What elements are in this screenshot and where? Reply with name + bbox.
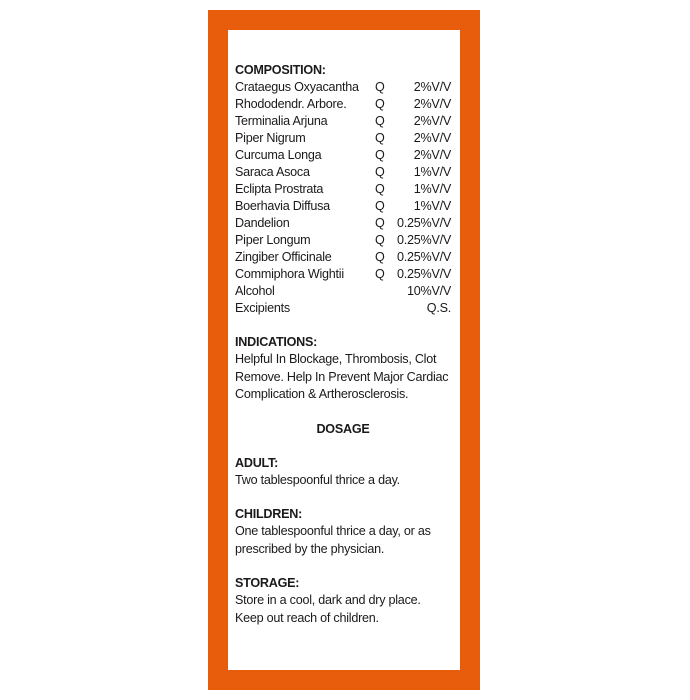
- ingredient-amount: 2%V/V: [413, 148, 451, 162]
- ingredient-amount: 2%V/V: [413, 114, 451, 128]
- composition-row: [235, 164, 451, 181]
- ingredient-name: Rhododendr. Arbore.: [235, 97, 347, 111]
- adult-heading: ADULT:: [235, 455, 279, 470]
- spacer: [235, 558, 451, 575]
- composition-row: [235, 96, 451, 113]
- spacer: [235, 317, 451, 334]
- composition-row: [235, 130, 451, 147]
- ingredient-potency: Q: [375, 114, 385, 128]
- label-content: [235, 62, 451, 627]
- ingredient-name: Crataegus Oxyacantha: [235, 80, 359, 94]
- ingredient-amount: 0.25%V/V: [396, 250, 451, 264]
- ingredient-name: Saraca Asoca: [235, 165, 310, 179]
- ingredient-amount: 1%V/V: [413, 182, 451, 196]
- composition-row: [235, 79, 451, 96]
- ingredient-potency: Q: [375, 199, 385, 213]
- composition-row: [235, 266, 451, 283]
- composition-row: [235, 232, 451, 249]
- composition-row: [235, 113, 451, 130]
- ingredient-amount: 2%V/V: [413, 97, 451, 111]
- ingredient-name: Dandelion: [235, 216, 290, 230]
- indications-text: Helpful In Blockage, Thrombosis, Clot Remove. Help In Prevent Major Cardiac Complication & Artherosclerosis.: [235, 352, 449, 401]
- ingredient-amount: 1%V/V: [413, 165, 451, 179]
- ingredient-amount: 0.25%V/V: [396, 233, 451, 247]
- composition-row: [235, 215, 451, 232]
- ingredient-name: Zingiber Officinale: [235, 250, 332, 264]
- ingredient-potency: Q: [375, 250, 385, 264]
- composition-row: [235, 249, 451, 266]
- ingredient-amount: 2%V/V: [413, 80, 451, 94]
- ingredient-name: Piper Longum: [235, 233, 311, 247]
- ingredient-name: Boerhavia Diffusa: [235, 199, 330, 213]
- label-panel: [228, 30, 460, 670]
- indications-heading: INDICATIONS:: [235, 335, 318, 349]
- ingredient-name: Terminalia Arjuna: [235, 114, 328, 128]
- ingredient-name: Eclipta Prostrata: [235, 182, 324, 196]
- ingredient-amount: 1%V/V: [413, 199, 451, 213]
- ingredient-potency: Q: [375, 267, 385, 281]
- composition-heading: COMPOSITION:: [235, 63, 326, 77]
- ingredient-amount: 2%V/V: [413, 131, 451, 145]
- spacer: [235, 404, 451, 421]
- composition-row: [235, 198, 451, 215]
- spacer: [235, 489, 451, 506]
- ingredient-name: Piper Nigrum: [235, 131, 306, 145]
- ingredient-potency: Q: [375, 182, 385, 196]
- ingredient-name: Alcohol: [235, 284, 275, 298]
- ingredient-potency: Q: [375, 216, 385, 230]
- ingredient-potency: Q: [375, 165, 385, 179]
- label-orange-border: [208, 10, 480, 690]
- composition-row: [235, 300, 451, 317]
- ingredient-amount: Q.S.: [426, 301, 451, 315]
- children-dosage-text: One tablespoonful thrice a day, or as prescribed by the physician.: [235, 524, 431, 556]
- ingredient-name: Excipients: [235, 301, 290, 315]
- composition-row: [235, 283, 451, 300]
- dosage-heading: DOSAGE: [316, 421, 370, 436]
- ingredient-potency: Q: [375, 97, 385, 111]
- ingredient-name: Curcuma Longa: [235, 148, 322, 162]
- storage-text: Store in a cool, dark and dry place. Keep out reach of children.: [235, 593, 421, 625]
- composition-list: [235, 79, 451, 317]
- ingredient-amount: 0.25%V/V: [396, 216, 451, 230]
- composition-row: [235, 181, 451, 198]
- ingredient-potency: Q: [375, 131, 385, 145]
- ingredient-name: Commiphora Wightii: [235, 267, 344, 281]
- ingredient-potency: Q: [375, 233, 385, 247]
- ingredient-potency: Q: [375, 148, 385, 162]
- ingredient-potency: Q: [375, 80, 385, 94]
- composition-row: [235, 147, 451, 164]
- children-heading: CHILDREN:: [235, 507, 303, 521]
- storage-heading: STORAGE:: [235, 576, 300, 590]
- adult-dosage-text: Two tablespoonful thrice a day.: [235, 472, 400, 487]
- spacer: [235, 438, 451, 455]
- ingredient-amount: 10%V/V: [406, 284, 451, 298]
- ingredient-amount: 0.25%V/V: [396, 267, 451, 281]
